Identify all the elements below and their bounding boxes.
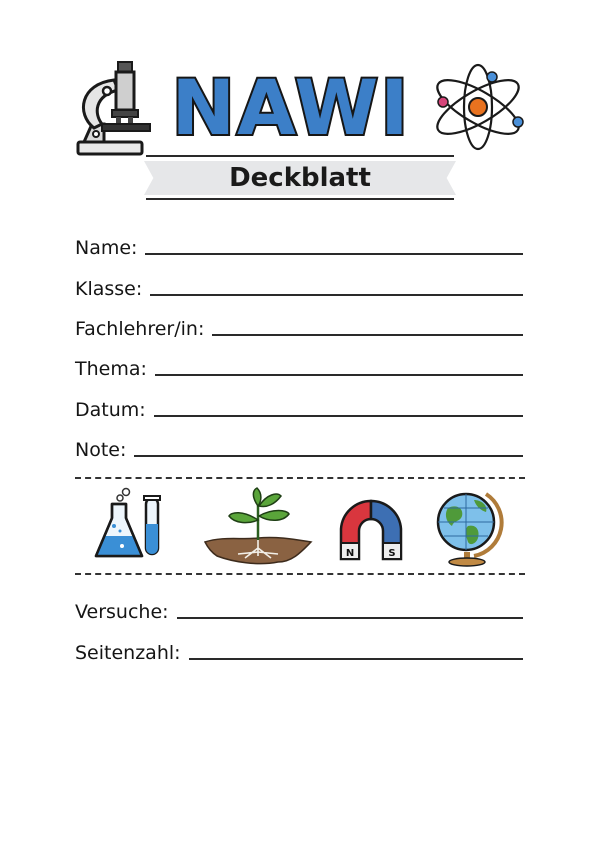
write-line[interactable] [150, 294, 523, 296]
write-line[interactable] [145, 253, 523, 255]
versuche-field[interactable] [75, 597, 523, 623]
datum-field[interactable] [75, 395, 523, 421]
field-label: Klasse: [75, 278, 143, 300]
title-logo [158, 58, 424, 148]
magnet-icon [338, 499, 404, 565]
microscope-icon [74, 58, 154, 158]
note-field[interactable] [75, 435, 523, 461]
write-line[interactable] [154, 415, 523, 417]
field-label: Note: [75, 439, 127, 461]
globe-icon [434, 486, 508, 568]
page-title: NAWI [171, 63, 411, 148]
banner-bottom-rule [146, 198, 454, 200]
write-line[interactable] [155, 374, 523, 376]
subtitle: Deckblatt [229, 163, 371, 193]
write-line[interactable] [134, 455, 523, 457]
atom-icon [430, 62, 526, 152]
write-line[interactable] [212, 334, 523, 336]
dashed-divider-bottom [75, 573, 525, 575]
field-label: Fachlehrer/in: [75, 318, 205, 340]
field-label: Versuche: [75, 601, 169, 623]
dashed-divider-top [75, 477, 525, 479]
field-label: Thema: [75, 358, 147, 380]
write-line[interactable] [189, 658, 523, 660]
banner-top-rule [146, 155, 454, 157]
fachlehrer-field[interactable] [75, 314, 523, 340]
thema-field[interactable] [75, 354, 523, 380]
seitenzahl-field[interactable] [75, 638, 523, 664]
field-label: Seitenzahl: [75, 642, 181, 664]
klasse-field[interactable] [75, 274, 523, 300]
chemistry-flask-icon [92, 486, 164, 564]
plant-sprout-icon [203, 486, 313, 566]
magnet-pole-s: S [388, 548, 396, 559]
field-label: Datum: [75, 399, 146, 421]
write-line[interactable] [177, 617, 523, 619]
name-field[interactable] [75, 233, 523, 259]
field-label: Name: [75, 237, 138, 259]
magnet-pole-n: N [345, 548, 355, 559]
